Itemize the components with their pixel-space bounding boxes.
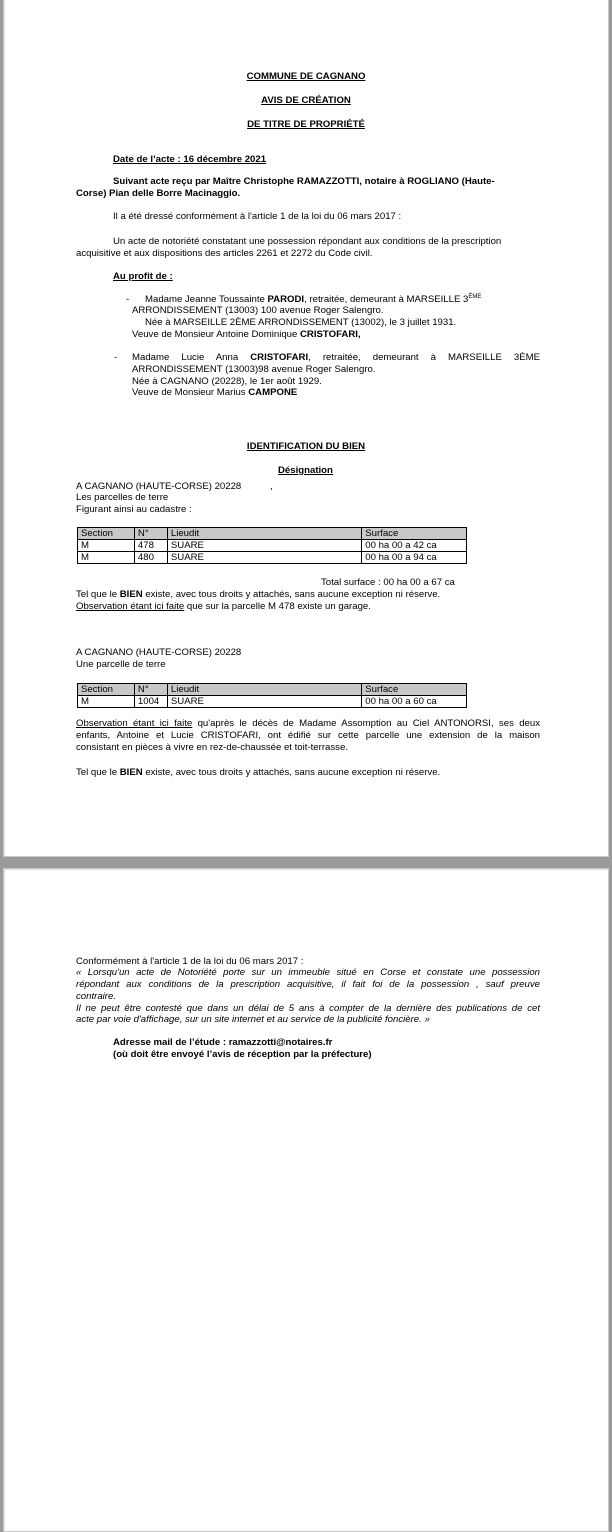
document-page-1 [3,0,609,857]
column-header-section: Section [78,528,135,540]
beneficiary-line-2: ARRONDISSEMENT (13003) 100 avenue Roger Salengro. [132,305,384,316]
parcel-location: A CAGNANO (HAUTE-CORSE) 20228 [76,481,242,492]
observation-2-line-2: enfants, Antoine et Lucie CRISTOFARI, ont édifié sur cette parcelle une extension de la maison [76,730,540,741]
beneficiary-surname: CRISTOFARI [250,352,309,363]
quote-line-1: « Lorsqu'un acte de Notoriété porte sur un immeuble situé en Corse et constate une possession [76,967,540,978]
designation-heading: Désignation [278,465,333,476]
title-commune: COMMUNE DE CAGNANO [246,71,366,82]
observation-2-line-1: Observation étant ici faite qu'après le décès de Madame Assomption au Ciel ANTONORSI, ses deux [76,718,541,729]
column-header-surface: Surface [362,528,467,540]
table-row: M 1004 SUARE 00 ha 00 a 60 ca [78,696,467,708]
mail-note: (où doit être envoyé l’avis de réception par la préfecture) [113,1049,372,1060]
beneficiary-surname: PARODI [267,294,305,305]
cadastre-table-1 [77,527,467,564]
beneficiary-line-3: Née à CAGNANO (20228), le 1er août 1929. [132,376,322,387]
observation-1: Observation étant ici faite que sur la parcelle M 478 existe un garage. [76,601,371,612]
beneficiary-line-4: Veuve de Monsieur Marius CAMPONE [132,387,298,398]
table-row: M 478 SUARE 00 ha 00 a 42 ca [78,540,467,552]
beneficiary-line-2: ARRONDISSEMENT (13003)98 avenue Roger Salengro. [132,364,376,375]
observation-2-line-3: consistant en pièces à vivre en rez-de-chaussée et toit-terrasse. [76,742,348,753]
table-header-row [78,528,467,540]
document-page-2 [3,868,609,1532]
cadastre-table-2 [77,683,467,708]
column-header-number: N° [134,684,167,696]
intro-line-1: Suivant acte reçu par Maître Christophe RAMAZZOTTI, notaire à ROGLIANO (Haute- [113,176,495,187]
parcel-description-2: Une parcelle de terre [76,659,166,670]
notoriete-line-1: Un acte de notoriété constatant une possession répondant aux conditions de la prescription [113,236,502,247]
beneficiary-line-1: Madame Lucie Anna CRISTOFARI, retraitée, demeurant à MARSEILLE 3ÈME [132,352,540,363]
column-header-lieudit: Lieudit [167,528,361,540]
title-titre: DE TITRE DE PROPRIÉTÉ [247,119,365,130]
mail-address: Adresse mail de l’étude : ramazzotti@notaires.fr [113,1037,333,1048]
table-row: M 480 SUARE 00 ha 00 a 94 ca [78,552,467,564]
column-header-section: Section [78,684,135,696]
cadastre-intro: Figurant ainsi au cadastre : [76,504,192,515]
au-profit-heading: Au profit de : [113,271,173,282]
beneficiary-line-1: Madame Jeanne Toussainte PARODI, retraitée, demeurant à MARSEILLE 3ÈME [145,294,482,305]
list-dash: - [126,294,130,305]
total-surface: Total surface : 00 ha 00 a 67 ca [321,577,455,588]
intro-line-2: Corse) Pian delle Borre Macinaggio. [76,188,241,199]
table-header-row [78,684,467,696]
quote-line-5: acte par voie d'affichage, sur un site internet et au service de la publicité foncière. » [76,1014,430,1025]
date-acte: Date de l’acte : 16 décembre 2021 [113,154,267,165]
dresse-text: Il a été dressé conformément à l'article 1 de la loi du 06 mars 2017 : [113,211,402,222]
column-header-surface: Surface [362,684,467,696]
beneficiary-line-4: Veuve de Monsieur Antoine Dominique CRISTOFARI, [132,329,361,340]
notoriete-line-2: acquisitive et aux dispositions des articles 2261 et 2272 du Code civil. [76,248,373,259]
location-comma: , [270,481,273,492]
parcel-location-2: A CAGNANO (HAUTE-CORSE) 20228 [76,647,242,658]
conforme-text: Conformément à l'article 1 de la loi du 06 mars 2017 : [76,956,304,967]
column-header-lieudit: Lieudit [167,684,361,696]
quote-line-3: contraire. [76,991,116,1002]
parcel-description: Les parcelles de terre [76,492,169,503]
beneficiary-line-3: Née à MARSEILLE 2ÈME ARRONDISSEMENT (13002), le 3 juillet 1931. [145,317,457,328]
identification-heading: IDENTIFICATION DU BIEN [246,441,366,452]
title-avis: AVIS DE CRÉATION [261,95,351,106]
column-header-number: N° [134,528,167,540]
quote-line-4: Il ne peut être contesté que dans un délai de 5 ans à compter de la dernière des publications de cet [76,1003,540,1014]
quote-line-2: répondant aux conditions de la prescription acquisitive, il fait foi de la possession , sauf preuve [76,979,540,990]
tel-que-bien-2: Tel que le BIEN existe, avec tous droits y attachés, sans aucune exception ni réserve. [76,767,441,778]
tel-que-bien-1: Tel que le BIEN existe, avec tous droits y attachés, sans aucune exception ni réserve. [76,589,441,600]
list-dash: - [114,352,118,363]
